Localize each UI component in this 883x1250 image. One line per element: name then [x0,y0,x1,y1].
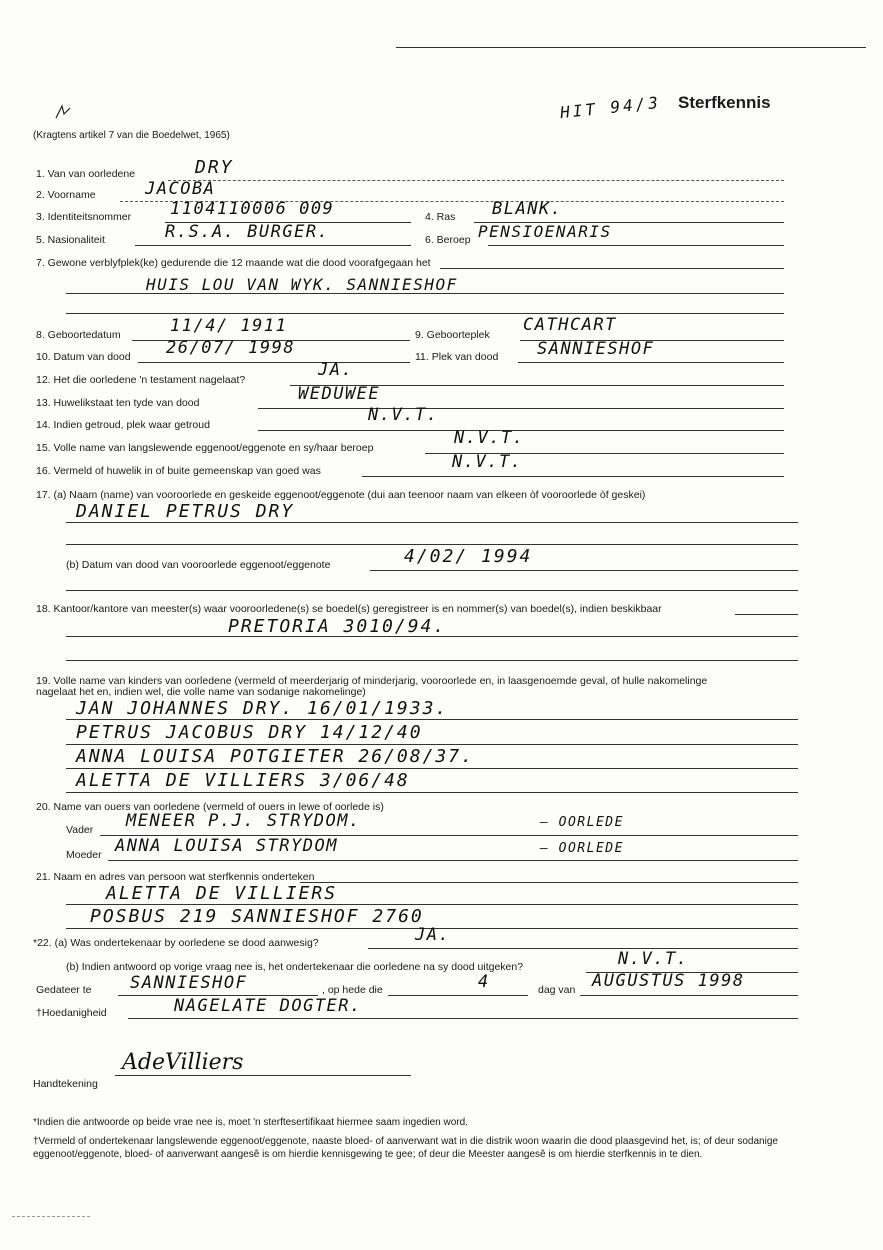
top-rule [396,47,866,48]
value-residence: HUIS LOU VAN WYK. SANNIESHOF [146,275,458,294]
label-community: 16. Vermeld of huwelik in of buite gemeenskap van goed was [36,465,321,477]
footnote-star: *Indien die antwoorde op beide vrae nee is, moet 'n sterftesertifikaat hiermee saam ingedien word. [33,1117,468,1128]
field-line [66,792,798,793]
value-nationality: R.S.A. BURGER. [165,222,330,242]
field-line [66,660,798,661]
field-line [128,1018,798,1019]
value-mother-status: — OORLEDE [540,841,624,856]
label-father: Vader [66,824,94,836]
value-mother: ANNA LOUISA STRYDOM [115,836,338,856]
top-annotation: HIT 94/3 [559,92,662,123]
label-marriage-place: 14. Indien getroud, plek waar getroud [36,419,210,431]
value-first-names: JACOBA [145,179,216,199]
value-death-date: 26/07/ 1998 [166,338,296,358]
label-surname: 1. Van van oorledene [36,168,136,180]
value-will: JA. [318,360,354,380]
form-title: Sterfkennis [678,93,771,112]
label-dated-at: Gedateer te [36,984,92,996]
label-birth-place: 9. Geboorteplek [415,329,490,341]
label-death-date: 10. Datum van dood [36,351,131,363]
value-capacity: NAGELATE DOGTER. [174,996,362,1016]
field-line [66,719,798,720]
value-father: MENEER P.J. STRYDOM. [126,811,361,831]
label-master-office: 18. Kantoor/kantore van meester(s) waar vooroorledene(s) se boedel(s) geregistreer is en nommer(s) van boedel(s), indien beskikbaar [36,603,662,615]
label-present: *22. (a) Was ondertekenaar by oorledene se dood aanwesig? [33,937,319,949]
value-master-office: PRETORIA 3010/94. [228,616,447,637]
value-signer-name: ALETTA DE VILLIERS [106,883,338,904]
field-line [135,245,411,246]
signature-image: AdeVilliers [122,1050,244,1075]
value-dated-month-year: AUGUSTUS 1998 [592,971,745,991]
value-child: ANNA LOUISA POTGIETER 26/08/37. [76,746,474,767]
value-present: JA. [415,925,451,945]
field-line [580,995,798,996]
field-line [138,362,410,363]
scan-artifact [12,1216,90,1217]
value-birth-place: CATHCART [523,315,617,335]
scribble-mark [52,100,74,122]
field-line [66,313,784,314]
label-birth-date: 8. Geboortedatum [36,329,121,341]
label-children-cont: nagelaat het en, indien wel, die volle name van sodanige nakomelinge) [36,686,366,698]
field-line [66,636,798,637]
form-subtitle: (Kragtens artikel 7 van die Boedelwet, 1965) [33,130,230,141]
label-on-this: , op hede die [322,984,383,996]
value-occupation: PENSIOENARIS [478,222,612,241]
field-line [362,476,784,477]
value-child: ALETTA DE VILLIERS 3/06/48 [76,770,410,791]
field-line [388,995,528,996]
label-mother: Moeder [66,849,102,861]
value-community: N.V.T. [452,452,523,472]
field-line [66,522,798,523]
field-line [735,614,798,615]
value-child: JAN JOHANNES DRY. 16/01/1933. [76,698,449,719]
value-dated-place: SANNIESHOF [130,973,248,993]
label-parents: 20. Name van ouers van oorledene (vermeld of ouers in lewe of oorlede is) [36,801,384,813]
label-will: 12. Het die oorledene 'n testament nagelaat? [36,374,246,386]
footnote-dagger: †Vermeld of ondertekenaar langslewende eggenoot/eggenote, naaste bloed- of aanverwant wat in die distrik woon waarin die dood plaasgevind het, is; of deur sodanige eggenoot/eggenote, bloed- of aanverwant aangesê is om hierdie kennisgewing te gee; of deur die Meester aangesê is om hierdie sterfkennis in te dien. [33,1136,778,1160]
label-first-names: 2. Voorname [36,189,96,201]
label-spouse: 15. Volle name van langslewende eggenoot/eggenote en sy/haar beroep [36,442,374,454]
field-line [370,570,798,571]
label-death-place: 11. Plek van dood [415,351,499,363]
field-line [368,948,798,949]
value-race: BLANK. [492,199,563,219]
label-id-number: 3. Identiteitsnommer [36,211,132,223]
label-spouse-death-date: (b) Datum van dood van vooroorlede eggenoot/eggenote [66,559,331,571]
value-predeceased-spouse: DANIEL PETRUS DRY [76,501,295,522]
value-signer-address: POSBUS 219 SANNIESHOF 2760 [90,906,424,927]
value-death-place: SANNIESHOF [537,339,655,359]
field-line [518,362,784,363]
field-line [108,860,798,861]
field-line [168,180,784,181]
field-line [300,882,798,883]
label-signature: Handtekening [33,1078,98,1090]
signature-line [115,1075,411,1076]
field-line [66,768,798,769]
field-line [66,544,798,545]
label-capacity: †Hoedanigheid [36,1007,107,1019]
label-residence: 7. Gewone verblyfplek(ke) gedurende die 12 maande wat die dood voorafgegaan het [36,257,431,269]
value-identified: N.V.T. [618,949,689,969]
label-signer: 21. Naam en adres van persoon wat sterfkennis onderteken [36,871,315,883]
field-line [258,408,784,409]
field-line [66,744,798,745]
value-dated-day: 4 [478,972,490,992]
value-father-status: — OORLEDE [540,815,624,830]
label-nationality: 5. Nasionaliteit [36,234,105,246]
label-occupation: 6. Beroep [425,234,471,246]
value-marriage-place: N.V.T. [368,405,439,425]
field-line [440,268,784,269]
value-marital-status: WEDUWEE [298,384,381,404]
value-id-number: 1104110006 009 [170,199,335,219]
label-identified: (b) Indien antwoord op vorige vraag nee is, het ondertekenaar die oorledene na sy dood uitgeken? [66,961,524,973]
label-children: 19. Volle name van kinders van oorledene (vermeld of meerderjarig of minderjarig, vooroorlede en, in laasgenoemde geval, of hulle nakomelinge [36,675,708,687]
value-birth-date: 11/4/ 1911 [170,316,288,336]
label-race: 4. Ras [425,211,456,223]
field-line [66,590,798,591]
value-spouse: N.V.T. [454,428,525,448]
field-line [66,904,798,905]
value-child: PETRUS JACOBUS DRY 14/12/40 [76,722,423,743]
value-spouse-death-date: 4/02/ 1994 [404,546,533,567]
label-marital-status: 13. Huwelikstaat ten tyde van dood [36,397,200,409]
field-line [66,293,784,294]
label-predeceased-spouse: 17. (a) Naam (name) van vooroorlede en geskeide eggenoot/eggenote (dui aan teenoor naam van elkeen òf vooroorlede òf geskei) [36,489,646,501]
label-day-of: dag van [538,984,576,996]
field-line [488,245,784,246]
value-surname: DRY [195,157,234,178]
